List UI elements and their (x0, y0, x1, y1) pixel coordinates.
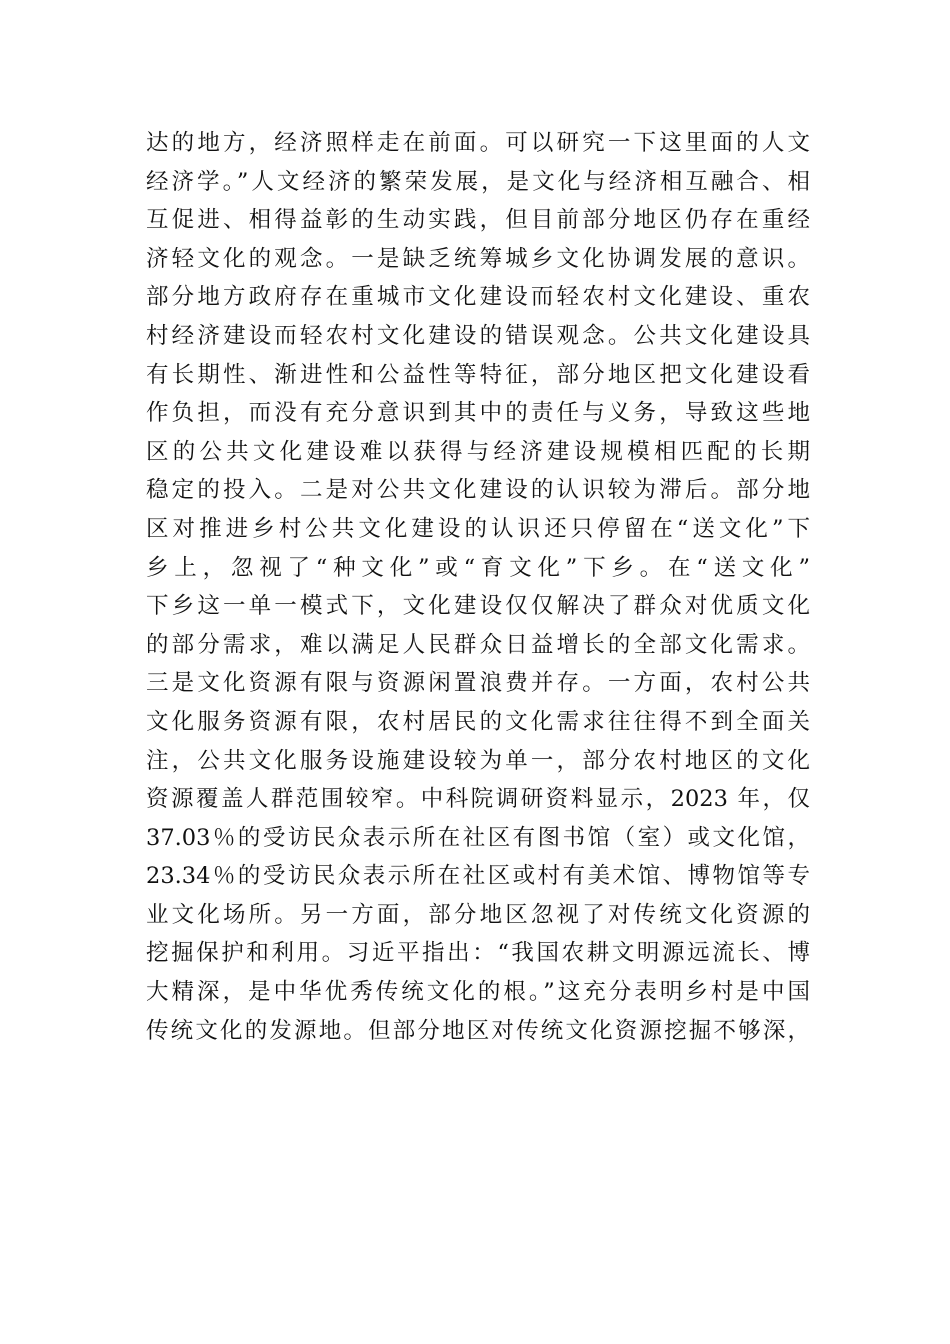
text-line: 村经济建设而轻农村文化建设的错误观念。公共文化建设具 (146, 322, 810, 349)
text-line: 有长期性、渐进性和公益性等特征，部分地区把文化建设看 (146, 361, 810, 388)
text-line: 区的公共文化建设难以获得与经济建设规模相匹配的长期 (146, 438, 810, 465)
text-line: 挖掘保护和利用。习近平指出：“我国农耕文明源远流长、博 (146, 940, 810, 967)
text-line: 经济学。”人文经济的繁荣发展，是文化与经济相互融合、相 (146, 168, 810, 195)
text-line: 三是文化资源有限与资源闲置浪费并存。一方面，农村公共 (146, 670, 810, 697)
text-line: 下乡这一单一模式下，文化建设仅仅解决了群众对优质文化 (146, 593, 810, 620)
text-line: 区对推进乡村公共文化建设的认识还只停留在“送文化”下 (146, 515, 810, 542)
text-line: 注，公共文化服务设施建设较为单一，部分农村地区的文化 (146, 747, 810, 774)
text-line: 的部分需求，难以满足人民群众日益增长的全部文化需求。 (146, 631, 810, 658)
text-line: 乡上，忽视了“种文化”或“育文化”下乡。在“送文化” (146, 554, 810, 581)
text-line: 业文化场所。另一方面，部分地区忽视了对传统文化资源的 (146, 901, 810, 928)
text-line: 济轻文化的观念。一是缺乏统筹城乡文化协调发展的意识。 (146, 245, 810, 272)
text-line: 部分地方政府存在重城市文化建设而轻农村文化建设、重农 (146, 284, 810, 311)
text-line: 作负担，而没有充分意识到其中的责任与义务，导致这些地 (146, 400, 810, 427)
body-text (146, 124, 810, 1050)
text-line: 23.34％的受访民众表示所在社区或村有美术馆、博物馆等专 (146, 863, 810, 890)
text-line: 大精深，是中华优秀传统文化的根。”这充分表明乡村是中国 (146, 979, 810, 1006)
text-line: 37.03％的受访民众表示所在社区有图书馆（室）或文化馆， (146, 824, 810, 851)
text-line: 互促进、相得益彰的生动实践，但目前部分地区仍存在重经 (146, 207, 810, 234)
text-line: 达的地方，经济照样走在前面。可以研究一下这里面的人文 (146, 130, 810, 156)
text-line: 稳定的投入。二是对公共文化建设的认识较为滞后。部分地 (146, 477, 810, 504)
text-line: 传统文化的发源地。但部分地区对传统文化资源挖掘不够深， (146, 1017, 810, 1044)
text-line: 资源覆盖人群范围较窄。中科院调研资料显示，2023 年，仅 (146, 786, 810, 813)
text-line: 文化服务资源有限，农村居民的文化需求往往得不到全面关 (146, 708, 810, 735)
